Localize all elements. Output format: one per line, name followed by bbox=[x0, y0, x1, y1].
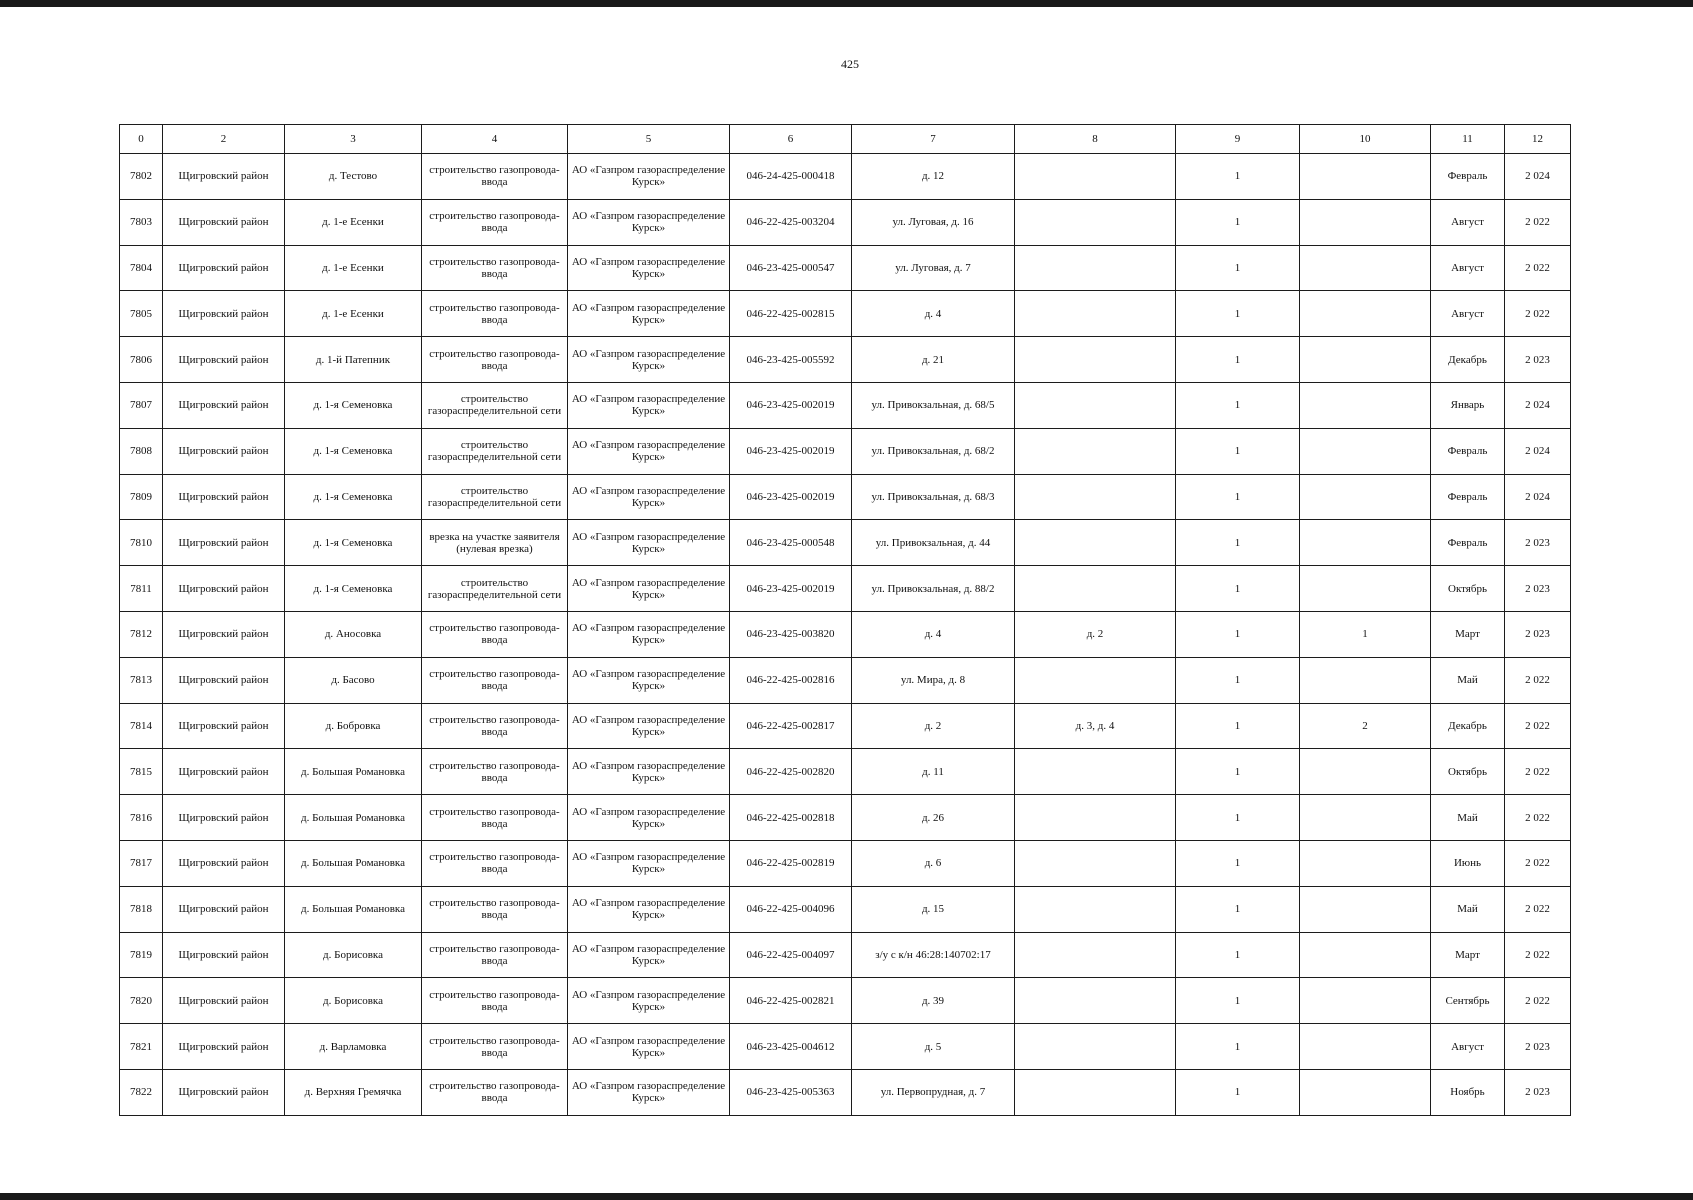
cell-count-main: 1 bbox=[1176, 154, 1300, 200]
cell-work-type: строительство газопровода-ввода bbox=[422, 932, 568, 978]
cell-row-number: 7820 bbox=[120, 978, 163, 1024]
cell-extra-address: д. 2 bbox=[1015, 611, 1176, 657]
cell-application-number: 046-22-425-002819 bbox=[730, 840, 852, 886]
cell-application-number: 046-23-425-000547 bbox=[730, 245, 852, 291]
cell-count-extra bbox=[1300, 474, 1431, 520]
cell-work-type: строительство газораспределительной сети bbox=[422, 566, 568, 612]
table-row bbox=[120, 199, 1571, 245]
cell-month: Август bbox=[1431, 245, 1505, 291]
cell-district: Щигровский район bbox=[163, 199, 285, 245]
cell-count-extra bbox=[1300, 199, 1431, 245]
cell-address: д. 15 bbox=[852, 886, 1015, 932]
table-row bbox=[120, 291, 1571, 337]
cell-month: Ноябрь bbox=[1431, 1069, 1505, 1115]
cell-organization: АО «Газпром газораспределение Курск» bbox=[568, 566, 730, 612]
cell-district: Щигровский район bbox=[163, 1069, 285, 1115]
table-row bbox=[120, 337, 1571, 383]
cell-row-number: 7804 bbox=[120, 245, 163, 291]
cell-address: д. 39 bbox=[852, 978, 1015, 1024]
column-header: 4 bbox=[422, 125, 568, 154]
cell-count-main: 1 bbox=[1176, 428, 1300, 474]
cell-row-number: 7805 bbox=[120, 291, 163, 337]
column-header: 9 bbox=[1176, 125, 1300, 154]
cell-extra-address bbox=[1015, 749, 1176, 795]
cell-extra-address bbox=[1015, 382, 1176, 428]
cell-district: Щигровский район bbox=[163, 382, 285, 428]
cell-organization: АО «Газпром газораспределение Курск» bbox=[568, 978, 730, 1024]
cell-district: Щигровский район bbox=[163, 978, 285, 1024]
cell-district: Щигровский район bbox=[163, 703, 285, 749]
cell-month: Август bbox=[1431, 291, 1505, 337]
cell-extra-address bbox=[1015, 566, 1176, 612]
cell-application-number: 046-23-425-003820 bbox=[730, 611, 852, 657]
cell-district: Щигровский район bbox=[163, 474, 285, 520]
cell-application-number: 046-23-425-002019 bbox=[730, 474, 852, 520]
cell-extra-address bbox=[1015, 932, 1176, 978]
cell-count-extra bbox=[1300, 886, 1431, 932]
cell-year: 2 023 bbox=[1505, 611, 1571, 657]
cell-year: 2 022 bbox=[1505, 291, 1571, 337]
cell-organization: АО «Газпром газораспределение Курск» bbox=[568, 703, 730, 749]
cell-row-number: 7812 bbox=[120, 611, 163, 657]
cell-application-number: 046-24-425-000418 bbox=[730, 154, 852, 200]
cell-year: 2 023 bbox=[1505, 566, 1571, 612]
cell-count-main: 1 bbox=[1176, 978, 1300, 1024]
cell-address: ул. Привокзальная, д. 68/3 bbox=[852, 474, 1015, 520]
table-row bbox=[120, 840, 1571, 886]
column-header: 10 bbox=[1300, 125, 1431, 154]
cell-count-main: 1 bbox=[1176, 840, 1300, 886]
cell-work-type: строительство газопровода-ввода bbox=[422, 795, 568, 841]
cell-organization: АО «Газпром газораспределение Курск» bbox=[568, 382, 730, 428]
cell-year: 2 022 bbox=[1505, 840, 1571, 886]
cell-count-main: 1 bbox=[1176, 199, 1300, 245]
cell-year: 2 022 bbox=[1505, 703, 1571, 749]
cell-year: 2 022 bbox=[1505, 932, 1571, 978]
cell-row-number: 7822 bbox=[120, 1069, 163, 1115]
cell-year: 2 024 bbox=[1505, 154, 1571, 200]
cell-organization: АО «Газпром газораспределение Курск» bbox=[568, 611, 730, 657]
cell-application-number: 046-23-425-002019 bbox=[730, 566, 852, 612]
cell-count-extra bbox=[1300, 245, 1431, 291]
cell-address: д. 26 bbox=[852, 795, 1015, 841]
table-row bbox=[120, 703, 1571, 749]
column-header: 6 bbox=[730, 125, 852, 154]
cell-count-extra: 1 bbox=[1300, 611, 1431, 657]
cell-address: д. 5 bbox=[852, 1024, 1015, 1070]
table-row bbox=[120, 657, 1571, 703]
cell-organization: АО «Газпром газораспределение Курск» bbox=[568, 1024, 730, 1070]
cell-address: ул. Первопрудная, д. 7 bbox=[852, 1069, 1015, 1115]
cell-extra-address bbox=[1015, 474, 1176, 520]
cell-count-extra bbox=[1300, 1069, 1431, 1115]
cell-address: ул. Привокзальная, д. 68/2 bbox=[852, 428, 1015, 474]
cell-year: 2 023 bbox=[1505, 337, 1571, 383]
cell-locality: д. Бобровка bbox=[285, 703, 422, 749]
cell-organization: АО «Газпром газораспределение Курск» bbox=[568, 291, 730, 337]
cell-application-number: 046-23-425-005363 bbox=[730, 1069, 852, 1115]
cell-count-main: 1 bbox=[1176, 657, 1300, 703]
cell-locality: д. Большая Романовка bbox=[285, 886, 422, 932]
cell-locality: д. Большая Романовка bbox=[285, 795, 422, 841]
cell-district: Щигровский район bbox=[163, 566, 285, 612]
cell-work-type: строительство газораспределительной сети bbox=[422, 474, 568, 520]
cell-month: Февраль bbox=[1431, 520, 1505, 566]
cell-extra-address bbox=[1015, 840, 1176, 886]
cell-locality: д. Аносовка bbox=[285, 611, 422, 657]
cell-count-extra: 2 bbox=[1300, 703, 1431, 749]
cell-address: з/у с к/н 46:28:140702:17 bbox=[852, 932, 1015, 978]
cell-extra-address bbox=[1015, 795, 1176, 841]
cell-district: Щигровский район bbox=[163, 154, 285, 200]
table-row bbox=[120, 428, 1571, 474]
cell-address: д. 4 bbox=[852, 291, 1015, 337]
cell-count-extra bbox=[1300, 291, 1431, 337]
cell-count-extra bbox=[1300, 932, 1431, 978]
cell-row-number: 7806 bbox=[120, 337, 163, 383]
cell-row-number: 7810 bbox=[120, 520, 163, 566]
cell-row-number: 7815 bbox=[120, 749, 163, 795]
cell-count-extra bbox=[1300, 337, 1431, 383]
cell-work-type: строительство газопровода-ввода bbox=[422, 886, 568, 932]
cell-organization: АО «Газпром газораспределение Курск» bbox=[568, 428, 730, 474]
column-header: 11 bbox=[1431, 125, 1505, 154]
table-row bbox=[120, 1069, 1571, 1115]
cell-work-type: строительство газопровода-ввода bbox=[422, 840, 568, 886]
cell-district: Щигровский район bbox=[163, 1024, 285, 1070]
cell-locality: д. 1-я Семеновка bbox=[285, 566, 422, 612]
cell-application-number: 046-22-425-002816 bbox=[730, 657, 852, 703]
cell-application-number: 046-23-425-000548 bbox=[730, 520, 852, 566]
cell-count-main: 1 bbox=[1176, 566, 1300, 612]
cell-district: Щигровский район bbox=[163, 657, 285, 703]
cell-locality: д. Верхняя Гремячка bbox=[285, 1069, 422, 1115]
cell-month: Сентябрь bbox=[1431, 978, 1505, 1024]
cell-year: 2 024 bbox=[1505, 382, 1571, 428]
cell-work-type: строительство газопровода-ввода bbox=[422, 703, 568, 749]
cell-district: Щигровский район bbox=[163, 337, 285, 383]
cell-locality: д. 1-я Семеновка bbox=[285, 382, 422, 428]
cell-count-extra bbox=[1300, 749, 1431, 795]
cell-application-number: 046-23-425-002019 bbox=[730, 428, 852, 474]
cell-application-number: 046-22-425-004097 bbox=[730, 932, 852, 978]
cell-year: 2 024 bbox=[1505, 428, 1571, 474]
cell-address: ул. Луговая, д. 16 bbox=[852, 199, 1015, 245]
scan-border-bottom bbox=[0, 1193, 1693, 1200]
cell-count-main: 1 bbox=[1176, 795, 1300, 841]
column-header: 8 bbox=[1015, 125, 1176, 154]
table-row bbox=[120, 566, 1571, 612]
cell-extra-address bbox=[1015, 657, 1176, 703]
header-row bbox=[120, 125, 1571, 154]
table-row bbox=[120, 382, 1571, 428]
cell-year: 2 022 bbox=[1505, 795, 1571, 841]
cell-work-type: строительство газопровода-ввода bbox=[422, 978, 568, 1024]
cell-extra-address bbox=[1015, 245, 1176, 291]
cell-address: ул. Мира, д. 8 bbox=[852, 657, 1015, 703]
cell-count-extra bbox=[1300, 657, 1431, 703]
cell-count-main: 1 bbox=[1176, 474, 1300, 520]
cell-count-main: 1 bbox=[1176, 291, 1300, 337]
cell-organization: АО «Газпром газораспределение Курск» bbox=[568, 795, 730, 841]
cell-extra-address bbox=[1015, 199, 1176, 245]
cell-count-main: 1 bbox=[1176, 520, 1300, 566]
cell-count-extra bbox=[1300, 428, 1431, 474]
cell-organization: АО «Газпром газораспределение Курск» bbox=[568, 245, 730, 291]
cell-application-number: 046-23-425-004612 bbox=[730, 1024, 852, 1070]
cell-district: Щигровский район bbox=[163, 428, 285, 474]
cell-organization: АО «Газпром газораспределение Курск» bbox=[568, 474, 730, 520]
cell-month: Декабрь bbox=[1431, 703, 1505, 749]
cell-extra-address bbox=[1015, 428, 1176, 474]
cell-extra-address bbox=[1015, 337, 1176, 383]
cell-row-number: 7807 bbox=[120, 382, 163, 428]
cell-extra-address bbox=[1015, 1069, 1176, 1115]
table-row bbox=[120, 611, 1571, 657]
cell-count-main: 1 bbox=[1176, 886, 1300, 932]
cell-application-number: 046-22-425-002820 bbox=[730, 749, 852, 795]
cell-address: ул. Привокзальная, д. 68/5 bbox=[852, 382, 1015, 428]
table-row bbox=[120, 978, 1571, 1024]
cell-row-number: 7818 bbox=[120, 886, 163, 932]
cell-address: д. 6 bbox=[852, 840, 1015, 886]
cell-count-extra bbox=[1300, 795, 1431, 841]
cell-month: Январь bbox=[1431, 382, 1505, 428]
cell-extra-address bbox=[1015, 520, 1176, 566]
cell-extra-address: д. 3, д. 4 bbox=[1015, 703, 1176, 749]
cell-year: 2 023 bbox=[1505, 1024, 1571, 1070]
cell-work-type: строительство газопровода-ввода bbox=[422, 657, 568, 703]
cell-district: Щигровский район bbox=[163, 749, 285, 795]
cell-row-number: 7811 bbox=[120, 566, 163, 612]
cell-year: 2 022 bbox=[1505, 657, 1571, 703]
cell-month: Май bbox=[1431, 657, 1505, 703]
cell-month: Октябрь bbox=[1431, 566, 1505, 612]
cell-count-main: 1 bbox=[1176, 749, 1300, 795]
cell-year: 2 022 bbox=[1505, 749, 1571, 795]
cell-district: Щигровский район bbox=[163, 611, 285, 657]
table-row bbox=[120, 245, 1571, 291]
column-header: 7 bbox=[852, 125, 1015, 154]
cell-work-type: строительство газораспределительной сети bbox=[422, 428, 568, 474]
cell-work-type: строительство газораспределительной сети bbox=[422, 382, 568, 428]
cell-row-number: 7817 bbox=[120, 840, 163, 886]
cell-count-extra bbox=[1300, 520, 1431, 566]
cell-year: 2 022 bbox=[1505, 886, 1571, 932]
cell-work-type: строительство газопровода-ввода bbox=[422, 245, 568, 291]
table-row bbox=[120, 886, 1571, 932]
column-header: 3 bbox=[285, 125, 422, 154]
table-row bbox=[120, 474, 1571, 520]
cell-locality: д. Большая Романовка bbox=[285, 749, 422, 795]
cell-organization: АО «Газпром газораспределение Курск» bbox=[568, 520, 730, 566]
cell-row-number: 7803 bbox=[120, 199, 163, 245]
cell-locality: д. 1-я Семеновка bbox=[285, 428, 422, 474]
cell-organization: АО «Газпром газораспределение Курск» bbox=[568, 657, 730, 703]
cell-row-number: 7821 bbox=[120, 1024, 163, 1070]
cell-locality: д. Басово bbox=[285, 657, 422, 703]
cell-organization: АО «Газпром газораспределение Курск» bbox=[568, 154, 730, 200]
cell-count-main: 1 bbox=[1176, 611, 1300, 657]
scan-border-top bbox=[0, 0, 1693, 7]
cell-locality: д. Варламовка bbox=[285, 1024, 422, 1070]
cell-month: Февраль bbox=[1431, 154, 1505, 200]
cell-locality: д. 1-я Семеновка bbox=[285, 474, 422, 520]
cell-work-type: строительство газопровода-ввода bbox=[422, 611, 568, 657]
cell-district: Щигровский район bbox=[163, 245, 285, 291]
cell-month: Май bbox=[1431, 886, 1505, 932]
cell-district: Щигровский район bbox=[163, 840, 285, 886]
cell-month: Март bbox=[1431, 932, 1505, 978]
cell-month: Июнь bbox=[1431, 840, 1505, 886]
cell-address: д. 21 bbox=[852, 337, 1015, 383]
cell-count-extra bbox=[1300, 978, 1431, 1024]
cell-year: 2 022 bbox=[1505, 245, 1571, 291]
cell-organization: АО «Газпром газораспределение Курск» bbox=[568, 1069, 730, 1115]
table-row bbox=[120, 932, 1571, 978]
table-row bbox=[120, 154, 1571, 200]
cell-work-type: строительство газопровода-ввода bbox=[422, 1069, 568, 1115]
cell-application-number: 046-22-425-002815 bbox=[730, 291, 852, 337]
table-row bbox=[120, 795, 1571, 841]
cell-address: ул. Привокзальная, д. 88/2 bbox=[852, 566, 1015, 612]
cell-organization: АО «Газпром газораспределение Курск» bbox=[568, 886, 730, 932]
cell-application-number: 046-22-425-004096 bbox=[730, 886, 852, 932]
cell-application-number: 046-22-425-002818 bbox=[730, 795, 852, 841]
cell-locality: д. Большая Романовка bbox=[285, 840, 422, 886]
cell-work-type: строительство газопровода-ввода bbox=[422, 154, 568, 200]
cell-district: Щигровский район bbox=[163, 795, 285, 841]
cell-application-number: 046-22-425-002817 bbox=[730, 703, 852, 749]
cell-month: Май bbox=[1431, 795, 1505, 841]
cell-district: Щигровский район bbox=[163, 520, 285, 566]
cell-count-extra bbox=[1300, 1024, 1431, 1070]
column-header: 5 bbox=[568, 125, 730, 154]
cell-year: 2 024 bbox=[1505, 474, 1571, 520]
cell-organization: АО «Газпром газораспределение Курск» bbox=[568, 337, 730, 383]
cell-extra-address bbox=[1015, 1024, 1176, 1070]
cell-organization: АО «Газпром газораспределение Курск» bbox=[568, 749, 730, 795]
cell-count-main: 1 bbox=[1176, 932, 1300, 978]
cell-row-number: 7802 bbox=[120, 154, 163, 200]
cell-address: ул. Привокзальная, д. 44 bbox=[852, 520, 1015, 566]
cell-count-extra bbox=[1300, 382, 1431, 428]
cell-address: д. 4 bbox=[852, 611, 1015, 657]
cell-year: 2 022 bbox=[1505, 199, 1571, 245]
cell-application-number: 046-23-425-002019 bbox=[730, 382, 852, 428]
cell-work-type: строительство газопровода-ввода bbox=[422, 291, 568, 337]
cell-district: Щигровский район bbox=[163, 932, 285, 978]
cell-organization: АО «Газпром газораспределение Курск» bbox=[568, 840, 730, 886]
cell-count-main: 1 bbox=[1176, 382, 1300, 428]
cell-organization: АО «Газпром газораспределение Курск» bbox=[568, 932, 730, 978]
table-body bbox=[120, 154, 1571, 1116]
cell-address: д. 2 bbox=[852, 703, 1015, 749]
cell-count-extra bbox=[1300, 154, 1431, 200]
cell-row-number: 7819 bbox=[120, 932, 163, 978]
cell-locality: д. Тестово bbox=[285, 154, 422, 200]
cell-row-number: 7809 bbox=[120, 474, 163, 520]
cell-extra-address bbox=[1015, 978, 1176, 1024]
cell-month: Декабрь bbox=[1431, 337, 1505, 383]
cell-address: д. 11 bbox=[852, 749, 1015, 795]
page-number: 425 bbox=[841, 57, 859, 71]
cell-row-number: 7814 bbox=[120, 703, 163, 749]
cell-count-main: 1 bbox=[1176, 337, 1300, 383]
cell-address: д. 12 bbox=[852, 154, 1015, 200]
cell-extra-address bbox=[1015, 886, 1176, 932]
cell-count-main: 1 bbox=[1176, 703, 1300, 749]
cell-month: Февраль bbox=[1431, 428, 1505, 474]
cell-month: Февраль bbox=[1431, 474, 1505, 520]
registry-table bbox=[119, 124, 1571, 1116]
cell-work-type: строительство газопровода-ввода bbox=[422, 1024, 568, 1070]
cell-year: 2 023 bbox=[1505, 1069, 1571, 1115]
column-header: 12 bbox=[1505, 125, 1571, 154]
cell-count-extra bbox=[1300, 840, 1431, 886]
cell-year: 2 023 bbox=[1505, 520, 1571, 566]
cell-district: Щигровский район bbox=[163, 291, 285, 337]
cell-locality: д. Борисовка bbox=[285, 978, 422, 1024]
cell-count-extra bbox=[1300, 566, 1431, 612]
cell-locality: д. 1-я Семеновка bbox=[285, 520, 422, 566]
cell-locality: д. 1-е Есенки bbox=[285, 245, 422, 291]
cell-count-main: 1 bbox=[1176, 245, 1300, 291]
cell-locality: д. 1-е Есенки bbox=[285, 291, 422, 337]
cell-locality: д. 1-й Патепник bbox=[285, 337, 422, 383]
column-header: 0 bbox=[120, 125, 163, 154]
cell-month: Март bbox=[1431, 611, 1505, 657]
cell-work-type: строительство газопровода-ввода bbox=[422, 749, 568, 795]
cell-district: Щигровский район bbox=[163, 886, 285, 932]
cell-work-type: строительство газопровода-ввода bbox=[422, 199, 568, 245]
cell-organization: АО «Газпром газораспределение Курск» bbox=[568, 199, 730, 245]
cell-application-number: 046-22-425-002821 bbox=[730, 978, 852, 1024]
table-row bbox=[120, 520, 1571, 566]
cell-row-number: 7808 bbox=[120, 428, 163, 474]
cell-month: Август bbox=[1431, 199, 1505, 245]
table-row bbox=[120, 1024, 1571, 1070]
cell-count-main: 1 bbox=[1176, 1024, 1300, 1070]
cell-address: ул. Луговая, д. 7 bbox=[852, 245, 1015, 291]
cell-year: 2 022 bbox=[1505, 978, 1571, 1024]
cell-extra-address bbox=[1015, 154, 1176, 200]
cell-count-main: 1 bbox=[1176, 1069, 1300, 1115]
cell-month: Октябрь bbox=[1431, 749, 1505, 795]
cell-locality: д. 1-е Есенки bbox=[285, 199, 422, 245]
table-row bbox=[120, 749, 1571, 795]
cell-work-type: строительство газопровода-ввода bbox=[422, 337, 568, 383]
cell-application-number: 046-23-425-005592 bbox=[730, 337, 852, 383]
cell-work-type: врезка на участке заявителя (нулевая врезка) bbox=[422, 520, 568, 566]
cell-row-number: 7813 bbox=[120, 657, 163, 703]
column-header: 2 bbox=[163, 125, 285, 154]
cell-locality: д. Борисовка bbox=[285, 932, 422, 978]
cell-application-number: 046-22-425-003204 bbox=[730, 199, 852, 245]
cell-month: Август bbox=[1431, 1024, 1505, 1070]
cell-extra-address bbox=[1015, 291, 1176, 337]
cell-row-number: 7816 bbox=[120, 795, 163, 841]
